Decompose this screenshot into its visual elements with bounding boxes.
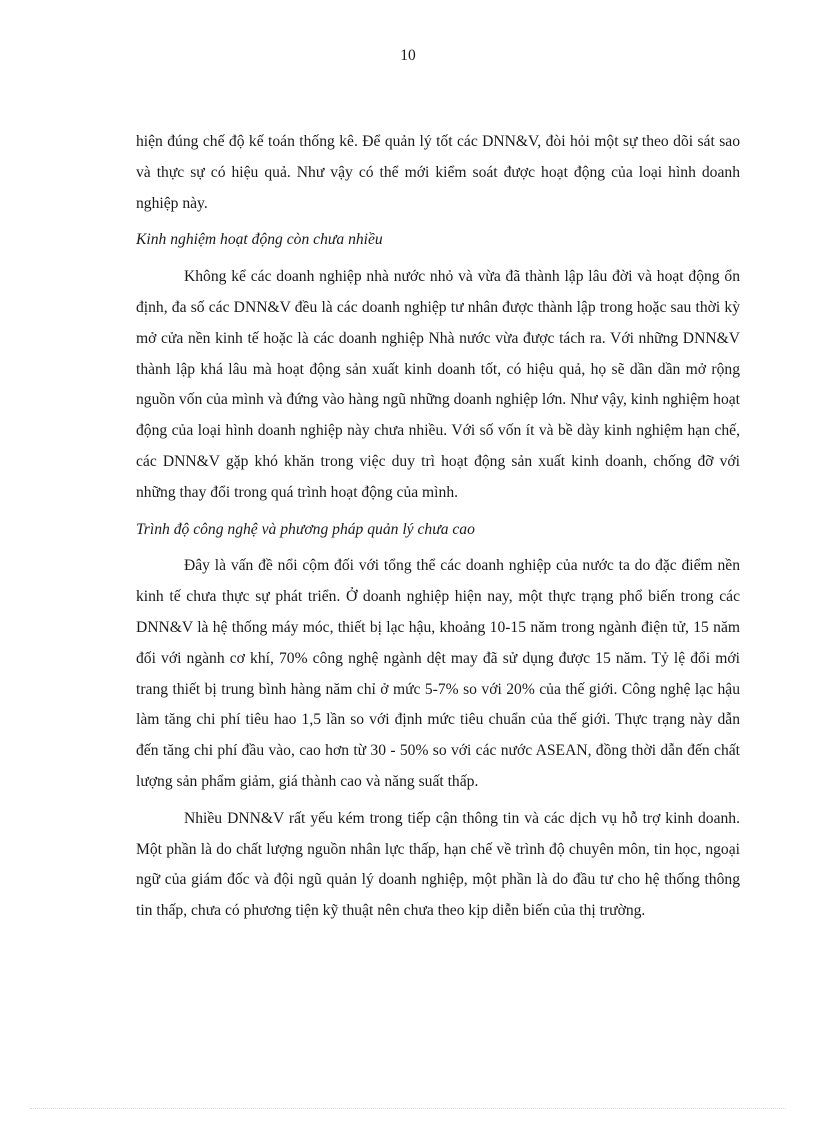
paragraph-information-access: Nhiều DNN&V rất yếu kém trong tiếp cận thông tin và các dịch vụ hỗ trợ kinh doanh. Một phần là do chất lượng nguồn nhân lực thấp, hạn chế về trình độ chuyên môn, tin học, ngoại ngữ của giám đốc và đội ngũ quản lý doanh nghiệp, một phần là do đầu tư cho hệ thống thông tin thấp, chưa có phương tiện kỹ thuật nên chưa theo kịp diễn biến của thị trường.: [136, 809, 740, 920]
footer-divider: [30, 1108, 786, 1109]
document-body: [136, 127, 740, 933]
page-number: 10: [400, 47, 416, 64]
section-heading-technology: Trình độ công nghệ và phương pháp quản lý chưa cao: [136, 520, 475, 538]
paragraph-experience: Không kể các doanh nghiệp nhà nước nhỏ và vừa đã thành lập lâu đời và hoạt động ổn định, đa số các DNN&V đều là các doanh nghiệp tư nhân được thành lập trong hoặc sau thời kỳ mở cửa nền kinh tế hoặc là các doanh nghiệp Nhà nước vừa được tách ra. Với những DNN&V thành lập khá lâu mà hoạt động sản xuất kinh doanh tốt, có hiệu quả, họ sẽ dần dần mở rộng nguồn vốn của mình và đứng vào hàng ngũ những doanh nghiệp lớn. Như vậy, kinh nghiệm hoạt động của loại hình doanh nghiệp này chưa nhiều. Với số vốn ít và bề dày kinh nghiệm hạn chế, các DNN&V gặp khó khăn trong việc duy trì hoạt động sản xuất kinh doanh, chống đỡ với những thay đổi trong quá trình hoạt động của mình.: [136, 268, 740, 501]
paragraph-technology: Đây là vấn đề nổi cộm đối với tổng thể các doanh nghiệp của nước ta do đặc điểm nền kinh tế chưa thực sự phát triển. Ở doanh nghiệp hiện nay, một thực trạng phổ biến trong các DNN&V là hệ thống máy móc, thiết bị lạc hậu, khoảng 10-15 năm trong ngành điện tử, 15 năm đối với ngành cơ khí, 70% công nghệ ngành dệt may đã sử dụng được 15 năm. Tỷ lệ đổi mới trang thiết bị trung bình hàng năm chỉ ở mức 5-7% so với 20% của thế giới. Công nghệ lạc hậu làm tăng chi phí tiêu hao 1,5 lần so với định mức tiêu chuẩn của thế giới. Thực trạng này dẫn đến tăng chi phí đầu vào, cao hơn từ 30 - 50% so với các nước ASEAN, đồng thời dẫn đến chất lượng sản phẩm giảm, giá thành cao và năng suất thấp.: [136, 557, 740, 790]
paragraph-continuation: hiện đúng chế độ kế toán thống kê. Để quản lý tốt các DNN&V, đòi hỏi một sự theo dõi sát sao và thực sự có hiệu quả. Như vậy có thể mới kiểm soát được hoạt động của loại hình doanh nghiệp này.: [136, 133, 740, 212]
section-heading-experience: Kinh nghiệm hoạt động còn chưa nhiều: [136, 231, 383, 249]
